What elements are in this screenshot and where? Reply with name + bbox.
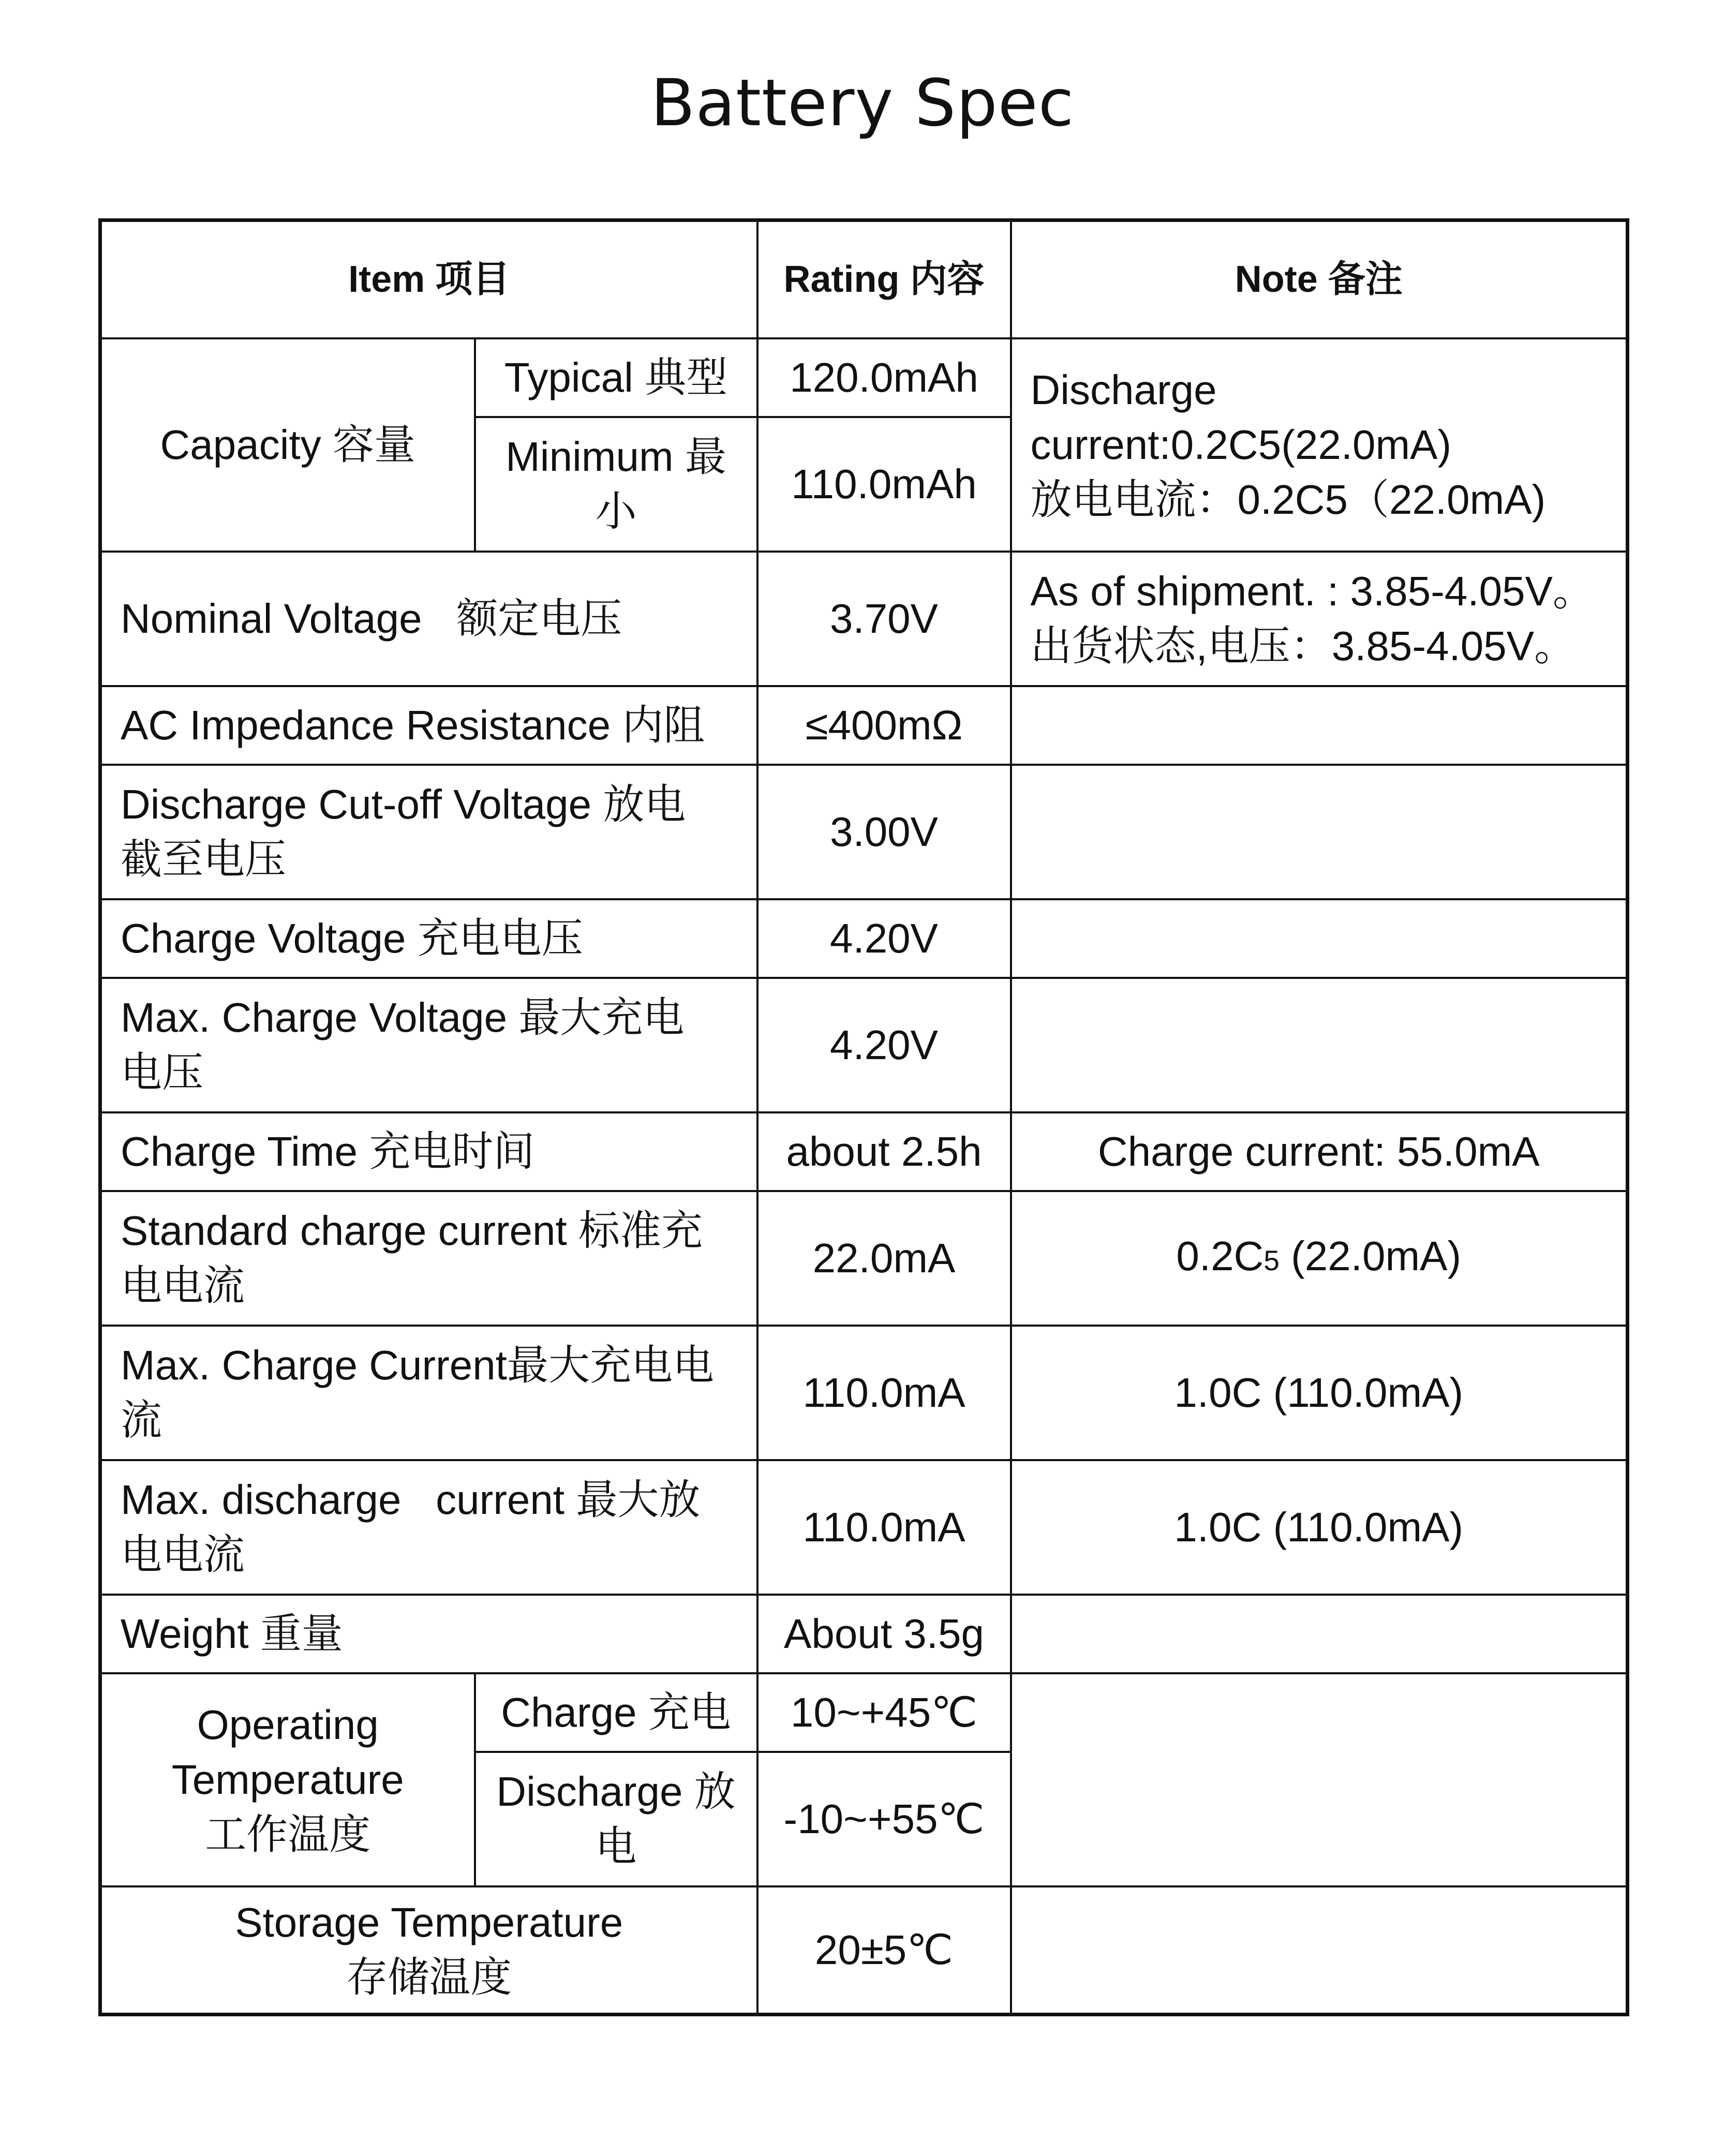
storage-temperature-label-line1: Storage Temperature [235,1899,623,1945]
table-row [100,686,1628,765]
max-charge-voltage-label: Max. Charge Voltage 最大充电电压 [100,978,757,1112]
operating-temperature-label [100,1673,475,1886]
operating-temperature-label-line3: 工作温度 [205,1811,371,1857]
operating-discharge-value: -10~+55℃ [757,1752,1011,1886]
standard-charge-current-note-prefix: 0.2C [1176,1232,1264,1279]
weight-note [1011,1595,1628,1673]
standard-charge-current-label: Standard charge current 标准充电电流 [100,1191,757,1326]
spec-table [98,218,1629,2016]
table-row [100,1673,1628,1752]
table-row [100,978,1628,1112]
table-row [100,765,1628,899]
header-item: Item 项目 [100,220,757,338]
max-charge-voltage-note [1011,978,1628,1112]
header-rating: Rating 内容 [757,220,1011,338]
table-row [100,1112,1628,1191]
discharge-cutoff-label: Discharge Cut-off Voltage 放电截至电压 [100,765,757,899]
table-row [100,899,1628,978]
ac-impedance-value: ≤400mΩ [757,686,1011,765]
storage-temperature-label-line2: 存储温度 [346,1954,512,2000]
table-row [100,1191,1628,1326]
charge-voltage-value: 4.20V [757,899,1011,978]
storage-temperature-label [100,1886,757,2015]
discharge-cutoff-note [1011,765,1628,899]
capacity-note [1011,338,1628,552]
operating-temperature-label-line2: Temperature [171,1756,404,1803]
table-row [100,552,1628,686]
max-charge-current-note: 1.0C (110.0mA) [1011,1326,1628,1460]
capacity-note-line3: 放电电流：0.2C5（22.0mA) [1030,476,1546,523]
capacity-minimum-value: 110.0mAh [757,417,1011,552]
operating-temperature-note [1011,1673,1628,1886]
weight-label: Weight 重量 [100,1595,757,1673]
ac-impedance-note [1011,686,1628,765]
capacity-note-line1: Discharge [1030,366,1217,413]
ac-impedance-label: AC Impedance Resistance 内阻 [100,686,757,765]
charge-time-value: about 2.5h [757,1112,1011,1191]
charge-voltage-label: Charge Voltage 充电电压 [100,899,757,978]
capacity-typical-label: Typical 典型 [475,338,757,417]
storage-temperature-note [1011,1886,1628,2015]
table-row [100,1886,1628,2015]
max-charge-current-value: 110.0mA [757,1326,1011,1460]
max-charge-voltage-value: 4.20V [757,978,1011,1112]
nominal-voltage-note-line1: As of shipment. : 3.85-4.05V。 [1030,568,1594,614]
operating-discharge-label: Discharge 放电 [475,1752,757,1886]
standard-charge-current-value: 22.0mA [757,1191,1011,1326]
operating-temperature-label-line1: Operating [197,1701,379,1748]
page-title: Battery Spec [650,66,1075,141]
table-row [100,338,1628,417]
table-row [100,1595,1628,1673]
operating-charge-value: 10~+45℃ [757,1673,1011,1752]
header-row [100,220,1628,338]
standard-charge-current-note-sub: 5 [1263,1244,1280,1276]
nominal-voltage-note-line2: 出货状态,电压：3.85-4.05V。 [1030,622,1576,669]
capacity-minimum-label: Minimum 最小 [475,417,757,552]
capacity-typical-value: 120.0mAh [757,338,1011,417]
standard-charge-current-note [1011,1191,1628,1326]
weight-value: About 3.5g [757,1595,1011,1673]
standard-charge-current-note-suffix: (22.0mA) [1279,1232,1462,1279]
capacity-label: Capacity 容量 [100,338,475,552]
table-row [100,1460,1628,1595]
max-discharge-current-note: 1.0C (110.0mA) [1011,1460,1628,1595]
storage-temperature-value: 20±5℃ [757,1886,1011,2015]
header-note: Note 备注 [1011,220,1628,338]
operating-charge-label: Charge 充电 [475,1673,757,1752]
capacity-note-line2: current:0.2C5(22.0mA) [1030,421,1452,468]
nominal-voltage-value: 3.70V [757,552,1011,686]
max-charge-current-label: Max. Charge Current最大充电电流 [100,1326,757,1460]
charge-time-note: Charge current: 55.0mA [1011,1112,1628,1191]
max-discharge-current-label: Max. discharge current 最大放电电流 [100,1460,757,1595]
nominal-voltage-label: Nominal Voltage 额定电压 [100,552,757,686]
discharge-cutoff-value: 3.00V [757,765,1011,899]
max-discharge-current-value: 110.0mA [757,1460,1011,1595]
charge-time-label: Charge Time 充电时间 [100,1112,757,1191]
charge-voltage-note [1011,899,1628,978]
nominal-voltage-note [1011,552,1628,686]
table-row [100,1326,1628,1460]
